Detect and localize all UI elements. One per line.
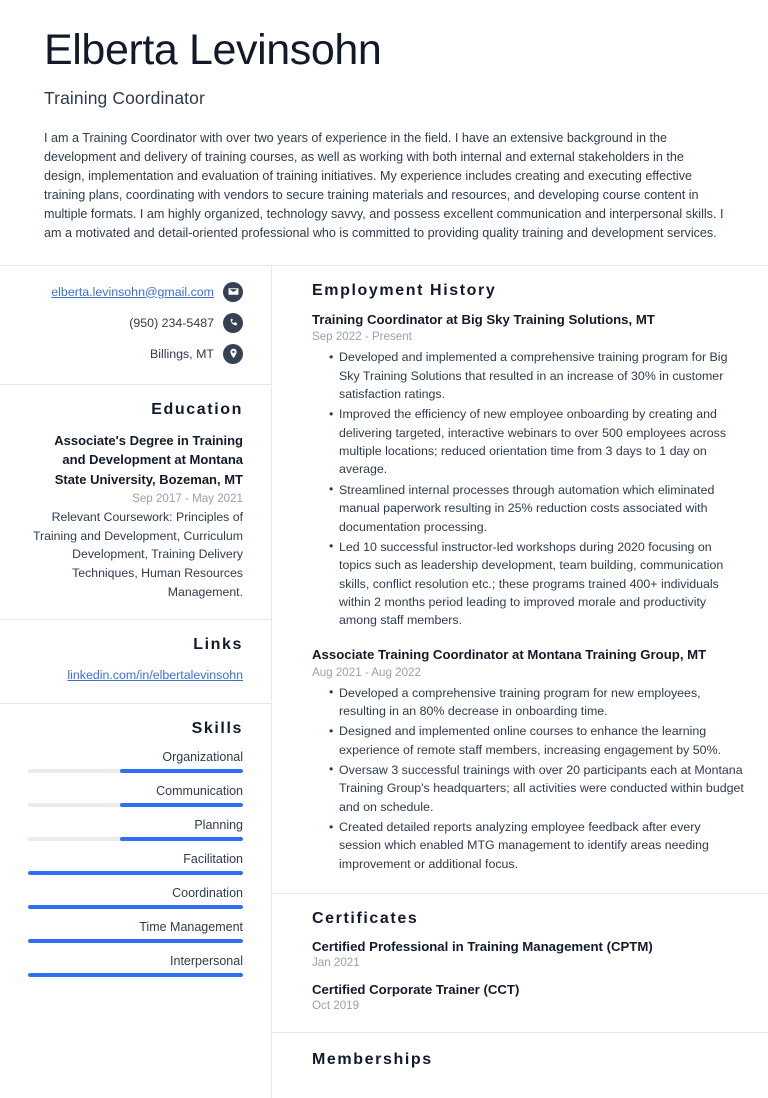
skill-level-track (28, 837, 243, 841)
employment-bullet-list (312, 348, 744, 629)
certificate-entry (312, 982, 744, 1012)
employment-entry-dates: Sep 2022 - Present (312, 330, 744, 343)
skill-label: Communication (28, 784, 243, 798)
contact-block (0, 266, 271, 385)
employment-entry-title: Associate Training Coordinator at Montana Training Group, MT (312, 646, 744, 664)
sidebar-column (0, 266, 272, 1098)
memberships-section-title: Memberships (312, 1051, 744, 1069)
memberships-block (272, 1033, 768, 1098)
email-text[interactable]: elberta.levinsohn@gmail.com (51, 285, 214, 299)
employment-bullet-list (312, 684, 744, 874)
contact-item-email[interactable] (28, 282, 243, 302)
certificate-name: Certified Corporate Trainer (CCT) (312, 982, 744, 997)
main-column (272, 266, 768, 1098)
education-section-title: Education (28, 401, 243, 419)
employment-bullet: • Designed and implemented online courses to enhance the learning experience of remote staff members, increasing engagement by 50%. (329, 722, 744, 759)
skill-level-track (28, 871, 243, 875)
education-block (0, 385, 271, 621)
skill-level-track (28, 905, 243, 909)
employment-bullet: • Created detailed reports analyzing employee feedback after every session which enabled MTG management to identify areas needing improvement or additional focus. (329, 818, 744, 873)
links-section-title: Links (28, 636, 243, 654)
skill-level-fill (120, 769, 243, 773)
employment-bullet: • Developed and implemented a comprehensive training program for Big Sky Training Solutions that resulted in an increase of 30% in customer satisfaction ratings. (329, 348, 744, 403)
certificate-date: Jan 2021 (312, 956, 744, 969)
skill-label: Facilitation (28, 852, 243, 866)
skill-label: Organizational (28, 750, 243, 764)
professional-summary: I am a Training Coordinator with over two years of experience in the field. I have an extensive background in the development and delivery of training courses, as well as working with both internal and external stakeholders in the design, implementation and evaluation of training initiatives. My experience includes creating and executing effective training plans, coordinating with vendors to secure training materials and resources, and developing course content in multiple formats. I am highly organized, technology savvy, and possess excellent communication and interpersonal skills. I am a motivated and detail-oriented professional who is committed to providing quality training and development services. (44, 129, 724, 242)
skill-item (28, 852, 243, 875)
employment-entry-dates: Aug 2021 - Aug 2022 (312, 666, 744, 679)
skill-label: Time Management (28, 920, 243, 934)
skill-level-track (28, 939, 243, 943)
skill-level-track (28, 973, 243, 977)
skill-label: Planning (28, 818, 243, 832)
links-block (0, 620, 271, 704)
employment-bullet: • Improved the efficiency of new employee onboarding by creating and delivering targeted, interactive webinars to over 500 employees across multiple locations; reduced orientation time from 3 days to 1 day on average. (329, 405, 744, 478)
job-title: Training Coordinator (44, 88, 724, 109)
employment-bullet: • Streamlined internal processes through automation which eliminated manual paperwork resulting in 25% reduction costs associated with documentation processing. (329, 481, 744, 536)
certificates-section-title: Certificates (312, 910, 744, 928)
employment-bullet: • Led 10 successful instructor-led workshops during 2020 focusing on topics such as leadership development, team building, communication skills, conflict resolution etc.; these programs trained 400+ individuals within 2 months period leading to improved morale and productivity among staff members. (329, 538, 744, 630)
education-dates: Sep 2017 - May 2021 (28, 492, 243, 505)
employment-entry-title: Training Coordinator at Big Sky Training Solutions, MT (312, 311, 744, 329)
skill-item (28, 750, 243, 773)
skill-level-fill (28, 973, 243, 977)
skills-block (0, 704, 271, 997)
contact-item-location (28, 344, 243, 364)
skills-list (28, 750, 243, 977)
education-degree: Associate's Degree in Training and Development at Montana State University, Bozeman, MT (28, 431, 243, 490)
envelope-icon (223, 282, 243, 302)
skill-item (28, 818, 243, 841)
employment-block (272, 266, 768, 895)
employment-section-title: Employment History (312, 282, 744, 300)
location-pin-icon (223, 344, 243, 364)
skill-item (28, 784, 243, 807)
certificate-entry (312, 939, 744, 969)
skill-level-track (28, 803, 243, 807)
employment-bullet: • Oversaw 3 successful trainings with over 20 participants each at Montana Training Group's headquarters; all activities were conducted within budget and on schedule. (329, 761, 744, 816)
skill-item (28, 954, 243, 977)
resume-header (0, 0, 768, 265)
link-item-linkedin[interactable]: linkedin.com/in/elbertalevinsohn (28, 666, 243, 685)
education-description: Relevant Coursework: Principles of Training and Development, Curriculum Development, Training Delivery Techniques, Human Resources Management. (28, 508, 243, 601)
skill-level-fill (28, 905, 243, 909)
skill-level-fill (28, 871, 243, 875)
education-entry (28, 431, 243, 602)
contact-item-phone[interactable] (28, 313, 243, 333)
skill-item (28, 920, 243, 943)
skill-level-fill (120, 803, 243, 807)
location-text: Billings, MT (150, 347, 214, 361)
employment-list (312, 311, 744, 874)
skill-level-fill (120, 837, 243, 841)
employment-entry (312, 311, 744, 630)
phone-icon (223, 313, 243, 333)
skill-label: Coordination (28, 886, 243, 900)
certificate-date: Oct 2019 (312, 999, 744, 1012)
skill-level-track (28, 769, 243, 773)
skill-item (28, 886, 243, 909)
employment-entry (312, 646, 744, 873)
contact-list (28, 282, 243, 364)
certificate-name: Certified Professional in Training Management (CPTM) (312, 939, 744, 954)
skill-label: Interpersonal (28, 954, 243, 968)
skill-level-fill (28, 939, 243, 943)
page-title: Elberta Levinsohn (44, 26, 724, 74)
certificates-list (312, 939, 744, 1012)
phone-text: (950) 234-5487 (129, 316, 214, 330)
certificates-block (272, 894, 768, 1033)
employment-bullet: • Developed a comprehensive training program for new employees, resulting in an 80% decrease in onboarding time. (329, 684, 744, 721)
skills-section-title: Skills (28, 720, 243, 738)
resume-body (0, 265, 768, 1098)
